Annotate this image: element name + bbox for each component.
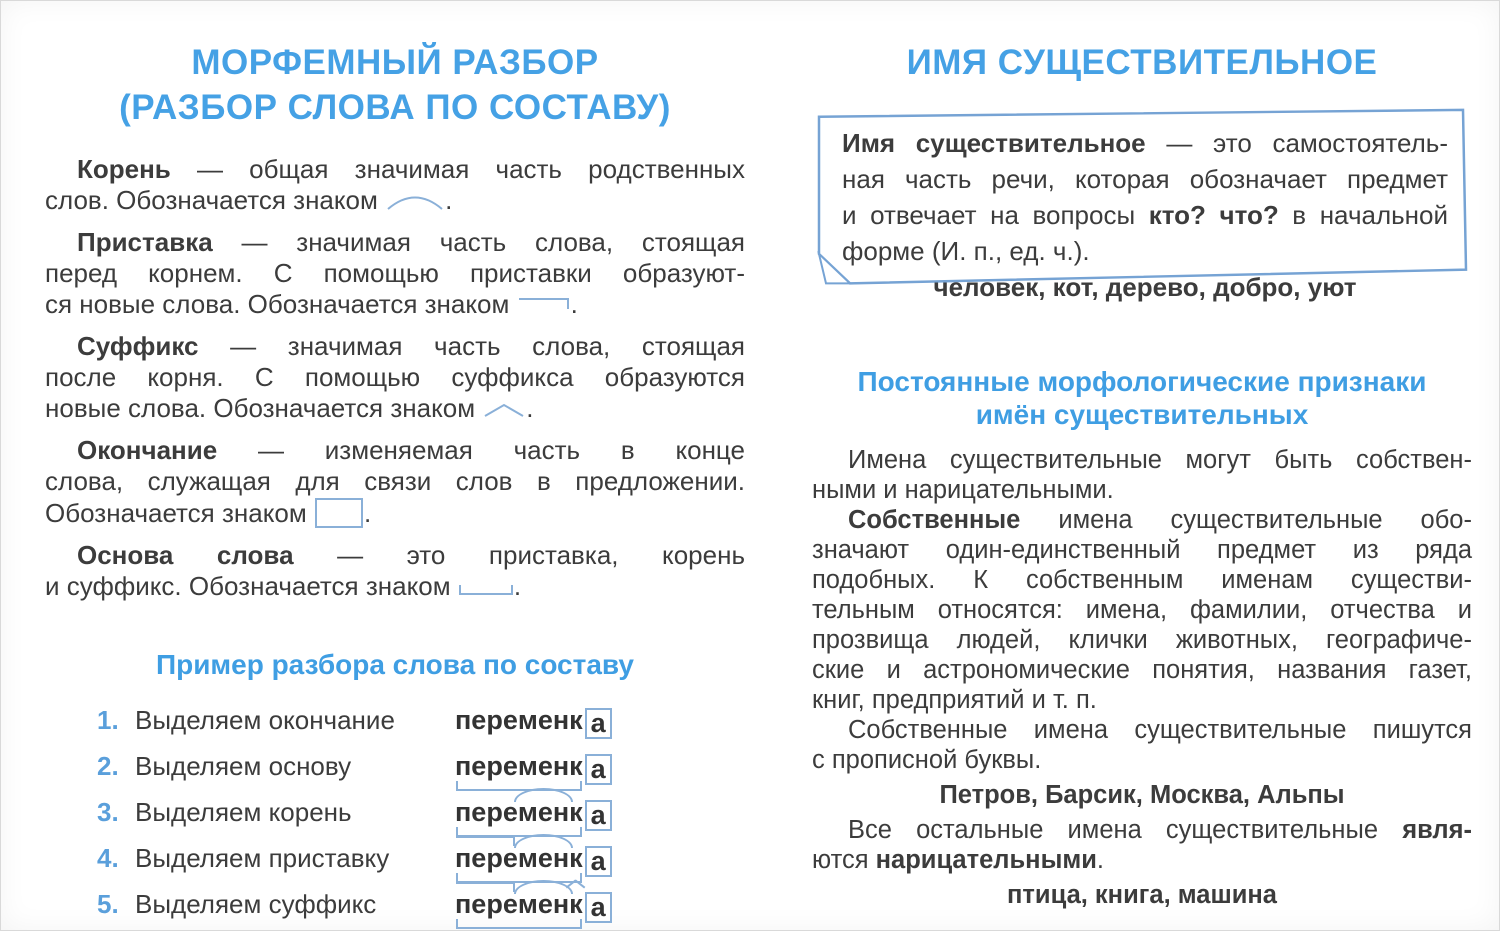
definition-prefix <box>45 227 745 320</box>
step-number: 5. <box>97 889 119 919</box>
text-line: с прописной буквы. <box>812 746 1042 774</box>
word-root-part: мен <box>518 889 569 920</box>
text-line: и отвечает на вопросы кто? что? в начальной <box>842 200 1449 230</box>
left-page <box>45 40 745 927</box>
definition-note-box <box>812 105 1472 301</box>
word-suffix-part: к <box>569 797 583 827</box>
text-line: ная часть речи, которая обозначает предмет <box>842 164 1448 194</box>
text-line: ными и нарицательными. <box>812 476 1114 504</box>
text-line: слов. Обозначается знаком . <box>45 185 453 215</box>
step-label: Выделяем окончание <box>135 705 395 735</box>
text-line: перед корнем. С помощью приставки образуют- <box>45 258 745 288</box>
text-line: тельным относятся: имена, фамилии, отчества и <box>812 596 1472 624</box>
prefix-mark <box>456 882 515 892</box>
right-page <box>812 40 1472 915</box>
step-number: 1. <box>97 705 119 735</box>
suffix-caret-icon <box>482 393 526 424</box>
left-title-line2: (РАЗБОР СЛОВА ПО СОСТАВУ) <box>119 88 671 127</box>
text-line: Собственные имена существительные обо- <box>848 506 1472 534</box>
definition-root <box>45 154 745 216</box>
stem-underline-mark <box>456 919 582 929</box>
suffix-caret-mark <box>566 879 586 890</box>
word-ending-boxed: а <box>585 800 612 831</box>
term-noun: Имя существительное <box>842 128 1146 158</box>
step-label: Выделяем суффикс <box>135 889 377 919</box>
text-line: прозвища людей, клички животных, географиче- <box>812 626 1472 654</box>
noun-examples: человек, кот, дерево, добро, уют <box>933 272 1357 302</box>
text-line: Имена существительные могут быть собствен- <box>848 446 1472 474</box>
paragraph-capital-letter <box>812 715 1472 775</box>
step-number: 3. <box>97 797 119 827</box>
paragraph-common-nouns <box>812 815 1472 875</box>
word-peremenka <box>455 843 612 877</box>
questions-kto-chto: кто? что? <box>1148 200 1279 230</box>
analysis-step-3 <box>45 789 745 835</box>
term-stem: Основа слова <box>77 540 294 570</box>
paragraph-proper-nouns <box>812 505 1472 715</box>
subtitle-morphological-features: Постоянные морфологические признаки имён существительных <box>857 366 1427 430</box>
text-line: подобных. К собственным именам существи- <box>812 566 1472 594</box>
word-root-part: мен <box>518 843 569 874</box>
analysis-step-1 <box>45 697 745 743</box>
text-line: Обозначается знаком . <box>45 498 372 528</box>
text-line: Суффикс — значимая часть слова, стоящая <box>77 331 745 361</box>
definition-suffix <box>45 331 745 424</box>
text-line: Основа слова — это приставка, корень <box>77 540 745 570</box>
step-label: Выделяем основу <box>135 751 352 781</box>
word-peremenka <box>455 889 612 923</box>
text-line: значают один-единственный предмет из ряда <box>812 536 1472 564</box>
word-root-part: мен <box>518 797 569 828</box>
word-ending-boxed: а <box>585 892 612 923</box>
word-peremenka <box>455 751 612 785</box>
word-suffix-part: к <box>569 705 583 735</box>
text-line: ся новые слова. Обозначается знаком . <box>45 289 578 319</box>
word-prefix-part: пере <box>455 705 518 735</box>
step-number: 2. <box>97 751 119 781</box>
step-number: 4. <box>97 843 119 873</box>
word-suffix-part: к <box>569 889 583 920</box>
word-root-part: мен <box>517 751 570 781</box>
step-label: Выделяем приставку <box>135 843 390 873</box>
step-label: Выделяем корень <box>135 797 352 827</box>
text-line: после корня. С помощью суффикса образуются <box>45 362 745 392</box>
term-prefix: Приставка <box>77 227 213 257</box>
text-line: книг, предприятий и т. п. <box>812 686 1097 714</box>
text-line: Имя существительное — это самостоятель- <box>842 128 1448 158</box>
analysis-step-4 <box>45 835 745 881</box>
left-page-title <box>45 40 745 130</box>
word-ending-boxed: а <box>585 754 612 785</box>
root-arc-mark <box>514 788 573 802</box>
root-arc-mark <box>514 834 573 848</box>
word-peremenka <box>455 705 612 739</box>
word-ending-boxed: а <box>585 846 612 877</box>
word-prefix-part: пере <box>455 751 518 781</box>
term-suffix: Суффикс <box>77 331 199 361</box>
word-peremenka <box>455 797 612 831</box>
left-title-line1: МОРФЕМНЫЙ РАЗБОР <box>191 43 599 82</box>
term-common-hyphen: явля- <box>1402 816 1472 844</box>
text-line: Собственные имена существительные пишутся <box>848 716 1472 744</box>
example-section-title: Пример разбора слова по составу <box>155 649 635 680</box>
word-suffix-part: к <box>569 751 583 781</box>
text-line: ются нарицательными. <box>812 846 1104 874</box>
text-line: слова, служащая для связи слов в предложении. <box>45 466 745 496</box>
term-ending: Окончание <box>77 435 218 465</box>
right-page-title: ИМЯ СУЩЕСТВИТЕЛЬНОЕ <box>906 43 1378 82</box>
stem-bracket-icon <box>458 571 514 602</box>
note-box-text <box>812 105 1472 305</box>
paragraph-proper-common-intro <box>812 445 1472 505</box>
prefix-mark-icon <box>517 289 571 320</box>
term-proper-nouns: Собственные <box>848 506 1021 534</box>
term-root: Корень <box>77 154 171 184</box>
text-line: Все остальные имена существительные явля- <box>848 816 1472 844</box>
text-line: форме (И. п., ед. ч.). <box>842 236 1090 266</box>
analysis-step-5 <box>45 881 745 927</box>
proper-noun-examples: Петров, Барсик, Москва, Альпы <box>939 781 1345 809</box>
text-line: и суффикс. Обозначается знаком . <box>45 571 522 601</box>
prefix-mark <box>456 836 515 846</box>
text-line: Корень — общая значимая часть родственных <box>77 154 745 184</box>
root-arc-icon <box>385 185 445 216</box>
text-line: ские и астрономические понятия, названия газет, <box>812 656 1472 684</box>
definition-stem <box>45 540 745 602</box>
text-line: новые слова. Обозначается знаком . <box>45 393 534 423</box>
word-ending-boxed: а <box>585 708 612 739</box>
word-suffix-part: к <box>569 843 583 873</box>
analysis-step-2 <box>45 743 745 789</box>
word-prefix-part: пере <box>455 843 518 874</box>
root-arc-mark <box>514 880 573 894</box>
text-line: Окончание — изменяемая часть в конце <box>77 435 745 465</box>
word-root-part: мен <box>517 705 570 735</box>
word-prefix-part: пере <box>455 889 518 920</box>
definition-ending <box>45 435 745 529</box>
text-line: Приставка — значимая часть слова, стоящая <box>77 227 745 257</box>
ending-box-icon <box>314 497 364 529</box>
term-common-nouns: нарицательными <box>875 846 1097 874</box>
word-prefix-part: пере <box>455 797 518 827</box>
common-noun-examples: птица, книга, машина <box>1007 881 1277 909</box>
analysis-steps-list <box>45 697 745 927</box>
